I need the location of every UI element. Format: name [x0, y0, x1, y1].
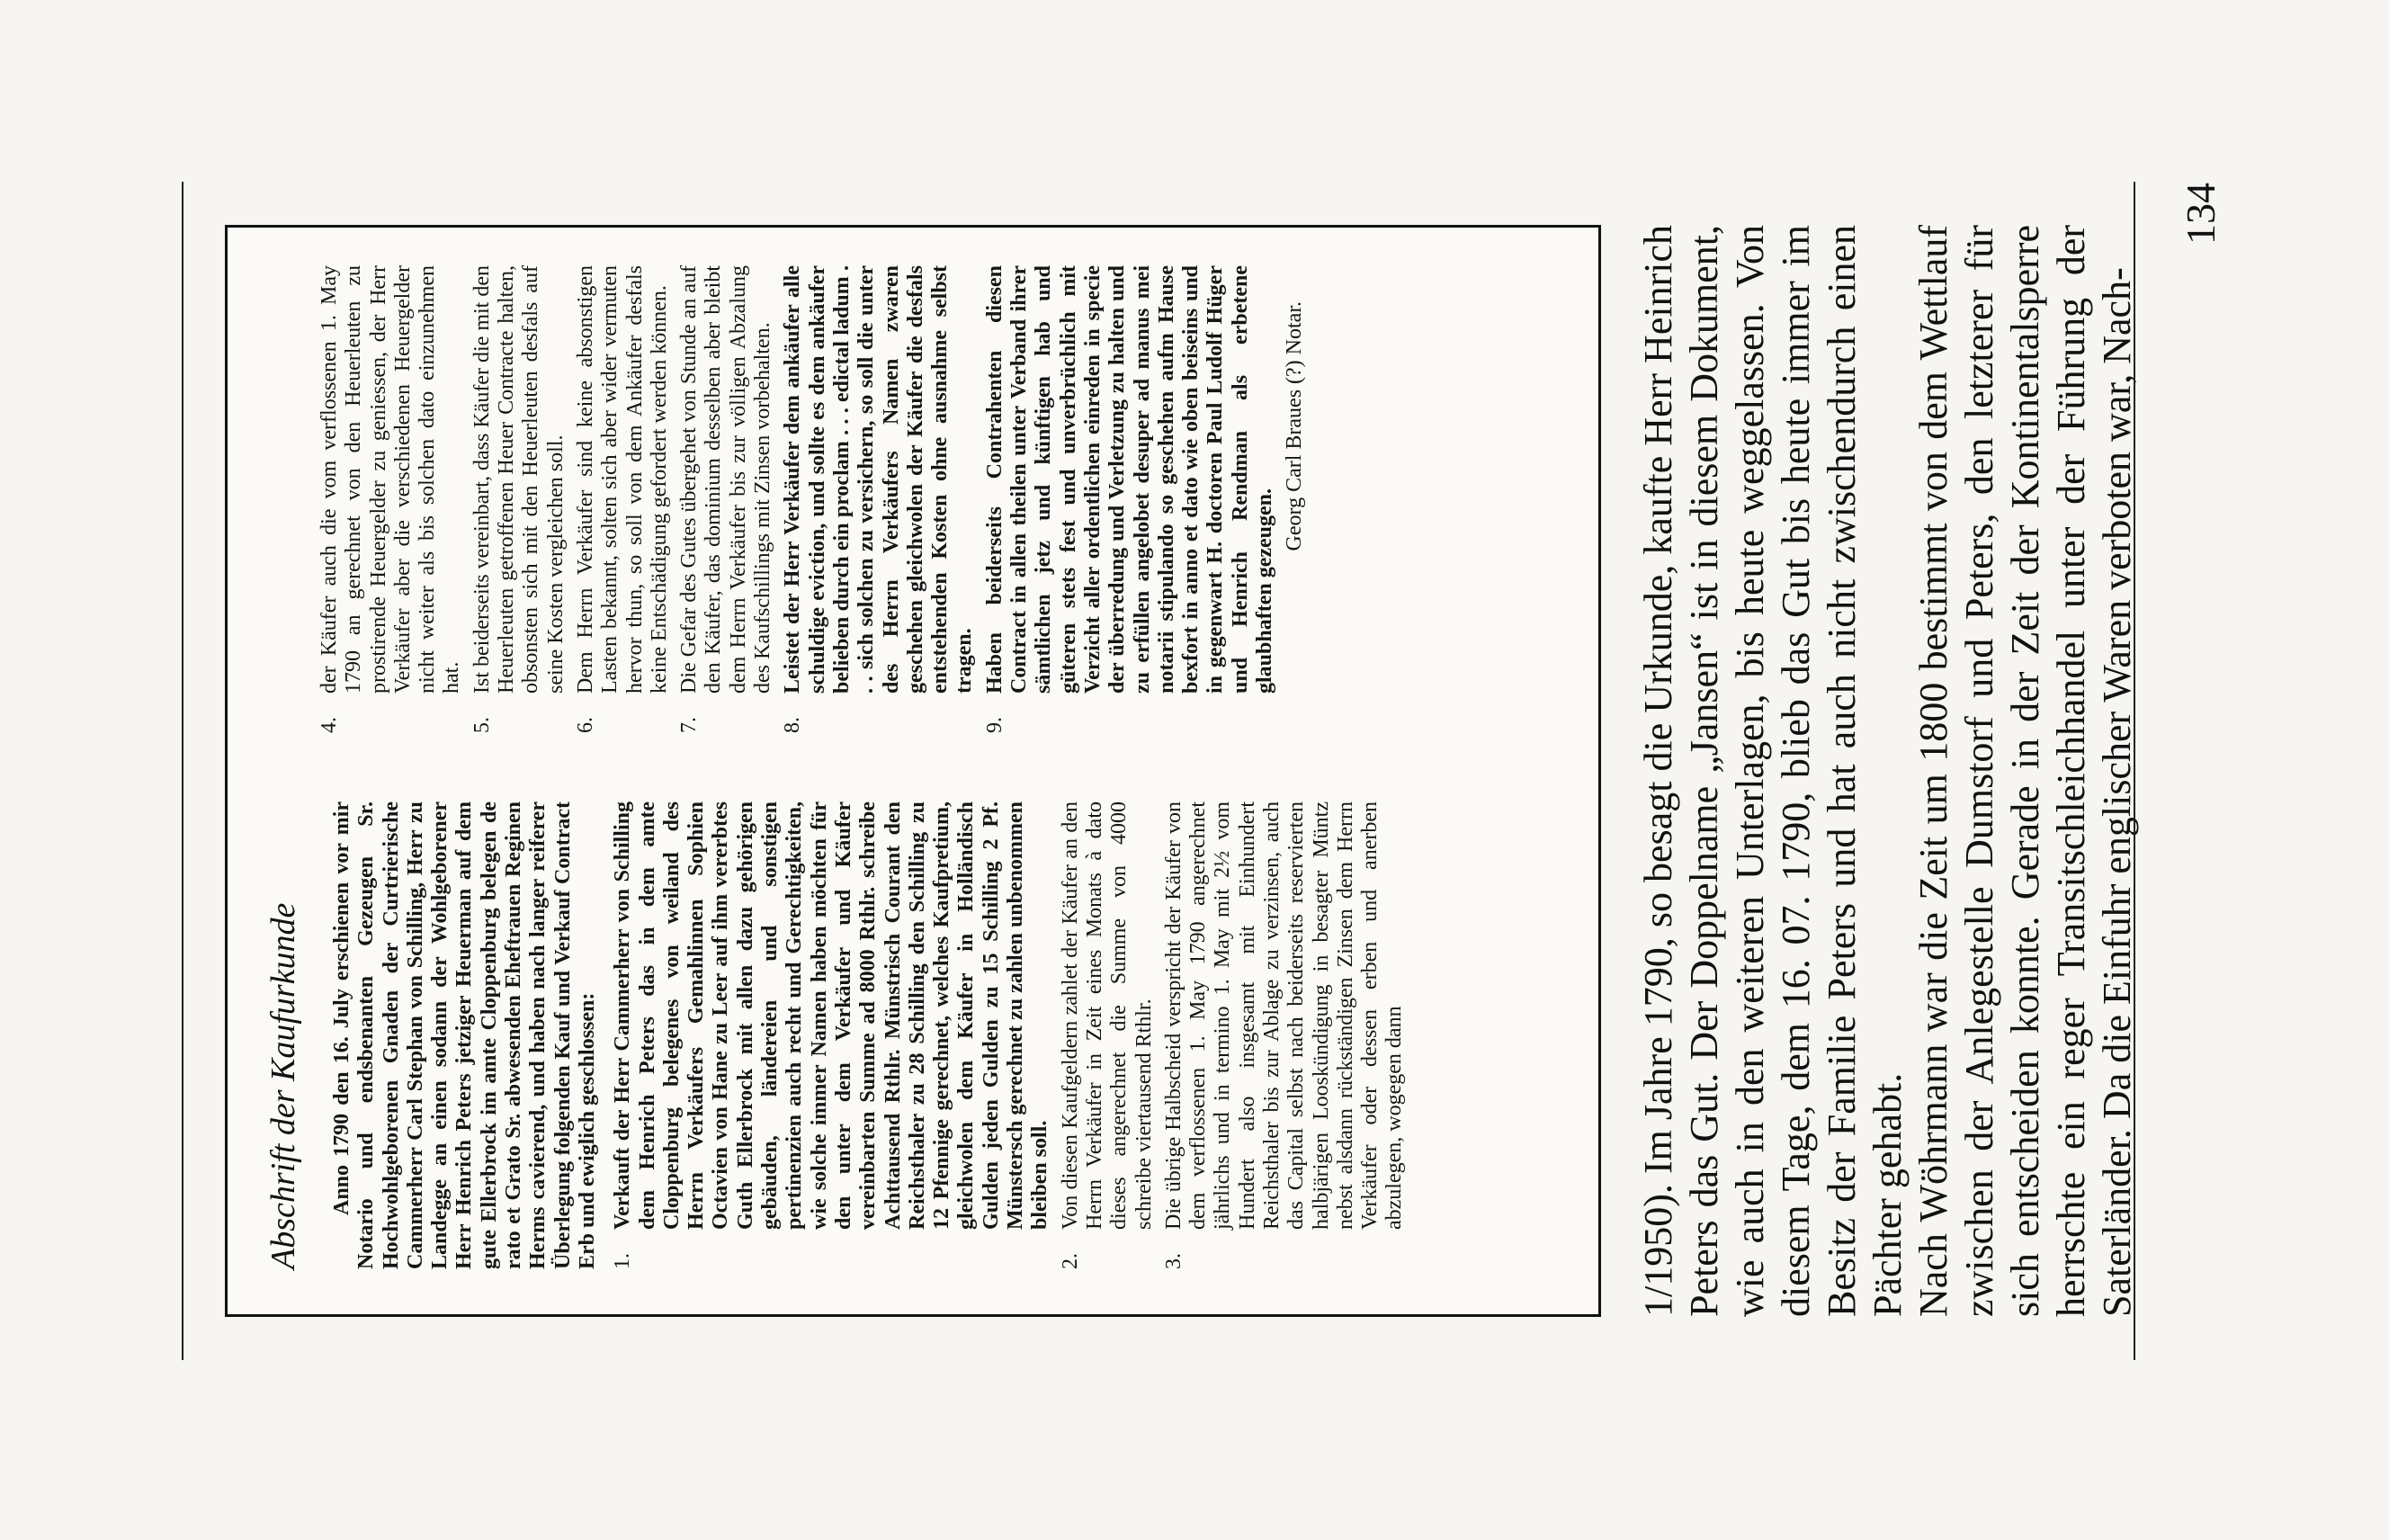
- clause: [983, 265, 1278, 733]
- body-paragraph: 1/1950). Im Jahre 1790, so besagt die Urkunde, kaufte Herr Heinrich Peters das Gut. Der Doppelname „Jansen“ ist in diesem Dokument, wie auch in den weiteren Unterlagen, bis heute weggelassen. Von diesem Tage, dem 16. 07. 1790, blieb das Gut bis heute immer im Besitz der Familie Peters und hat auch nicht zwischendurch einen Pächter gehabt.: [1636, 225, 1910, 1317]
- clause-number: 2.: [1058, 1253, 1082, 1269]
- excerpt-intro: Anno 1790 den 16. July erschienen vor mir Notario und endsbenanten Gezeugen Sr. Hochwohlgeborenen Gnaden der Curtrierische Cammerherr Carl Stephan von Schilling, Herr zu Landegge an einen sodann der Wohlgeborener Herr Henrich Peters jetziger Heuerman auf dem gute Ellerbrock im amte Cloppenburg belegen de rato et Grato Sr. abwesenden Eheftrauen Reginen Herms cavierend, und haben nach langer reiferer Überlegung folgenden Kauf und Verkauf Contract Erb und ewiglich geschlossen:: [330, 801, 599, 1269]
- body-text: [1635, 225, 2139, 1317]
- clause: [1162, 801, 1408, 1269]
- clause-number: 5.: [470, 717, 494, 733]
- top-rule: [182, 182, 183, 1360]
- clause-text: Von diesen Kaufgeldern zahlet der Käufer an den Herrn Verkäufer in Zeit eines Monats à dato dieses angerechnet die Summe von 4000 schreibe viertausend Rthlr.: [1058, 801, 1156, 1230]
- clause-text: Haben beiderseits Contrahenten diesen Contract in allen theilen unter Verband ihrer sämtlichen jetz und künftigen hab und güteren stets fest und unverbrüchlich mit Verzicht aller ordentlichen einreden in specie der überredung und Verletzung zu halten und zu erfüllen angelobet desuper ad manus mei notarii stipulando so geschehen aufm Hause bexfort in anno et dato wie oben beiseins und in gegenwart H. doctoren Paul Ludolf Hüger und Henrich Rendman als erbetene glaubhaften gezeugen.: [982, 265, 1276, 694]
- page-number: 134: [2178, 183, 2223, 245]
- document-excerpt-box: [225, 225, 1601, 1317]
- clause-text: Dem Herrn Verkäufer sind keine absonstigen Lasten bekannt, solten sich aber wider vermuten hervor thun, so soll von dem Ankäufer desfals keine Entschädigung gefordert werden können.: [573, 265, 671, 694]
- clause-number: 8.: [781, 717, 805, 733]
- clause-text: Die übrige Halbscheid verspricht der Käufer von dem verflossenen 1. May 1790 angerechnet jährlichs und in termino 1. May mit 2½ vom Hundert also insgesamt mit Einhundert Reichsthaler bis zur Ablage zu verzinsen, auch das Capital selbst nach beiderseits reservierten halbjärigen Looskündigung in besagter Müntz nebst alsdann rückständigen Zinsen dem Herrn Verkäufer oder dessen erben und anerben abzulegen, wogegen dann: [1161, 801, 1407, 1230]
- excerpt-title: Abschrift der Kaufurkunde: [264, 902, 302, 1269]
- clause-number: 7.: [677, 717, 702, 733]
- clause: [677, 265, 775, 733]
- notary-signature: Georg Carl Braues (?) Notar.: [1283, 301, 1307, 551]
- clause-number: 1.: [611, 1253, 635, 1269]
- clause-number: 3.: [1161, 1253, 1186, 1269]
- excerpt-column-left: [330, 801, 1562, 1269]
- clause: [611, 801, 1052, 1269]
- clause: [1059, 801, 1157, 1269]
- clause-text: Ist beiderseits vereinbart, dass Käufer die mit den Heuerleuten getroffenen Heuer Contracte halten, obsonsten sich mit den Heuerleuten desfals auf seine Kosten vergleichen soll.: [470, 265, 568, 694]
- clause-number: 6.: [573, 717, 597, 733]
- clause: [781, 265, 977, 733]
- bottom-rule: [2134, 182, 2135, 1360]
- excerpt-column-right: [318, 265, 1550, 733]
- clause: [470, 265, 568, 733]
- clause-number: 4.: [318, 717, 341, 733]
- clause-number: 9.: [982, 717, 1007, 733]
- clause-text: Die Gefar des Gutes übergehet von Stunde an auf den Käufer, das dominium desselben aber bleibt dem Herrn Verkäufer bis zur völligen Abzalung des Kaufschillings mit Zinsen vorbehalten.: [677, 265, 775, 694]
- clause-text: Verkauft der Herr Cammerherr von Schilling dem Henrich Peters das in dem amte Cloppenburg belegenes von weiland des Herrn Verkäufers Gemahlinnen Sophien Octavien von Hane zu Leer auf ihm vererbtes Guth Ellerbrock mit allen dazu gehörigen gebäuden, ländereien und sonstigen pertinenzien auch recht und Gerechtigkeiten, wie solche immer Namen haben möchten für den unter dem Verkäufer und Käufer vereinbarten Summe ad 8000 Rthlr. schreibe Achttausend Rthlr. Münstrisch Courant den Reichsthaler zu 28 Schilling den Schilling zu 12 Pfennige gerechnet, welches Kaufpretium, gleichwolen dem Käufer in Holländisch Gulden jeden Gulden zu 15 Schilling 2 Pf. Münstersch gerechnet zu zahlen unbenommen bleiben soll.: [611, 801, 1052, 1230]
- clause-text: der Käufer auch die vom verflossenen 1. May 1790 an gerechnet von den Heuerleuten zu prostirende Heuergelder zu geniessen, der Herr Verkäufer aber die verschiedenen Heuergelder nicht weiter als bis solchen dato einzunehmen hat.: [318, 265, 464, 694]
- clause: [574, 265, 672, 733]
- clause-text: Leistet der Herr Verkäufer dem ankäufer alle schuldige eviction, und sollte es dem ankäufer belieben durch ein proclam . . . edictal ladum . . . sich solchen zu versichern, so soll die unter des Herrn Verkäufers Namen zwaren geschehen gleichwolen der Käufer die desfals entstehenden Kosten ohne ausnahme selbst tragen.: [781, 265, 977, 694]
- clause: [318, 265, 465, 733]
- body-paragraph: Nach Wöhrmann war die Zeit um 1800 bestimmt von dem Wettlauf zwischen der Anlegestelle Dumstorf und Peters, den letzterer für sich entscheiden konnte. Gerade in der Zeit der Kontinentalsperre herrschte ein reger Transitschleichhandel unter der Führung der Saterländer. Da die Einfuhr englischer Waren verboten war, Nach-: [1911, 225, 2139, 1317]
